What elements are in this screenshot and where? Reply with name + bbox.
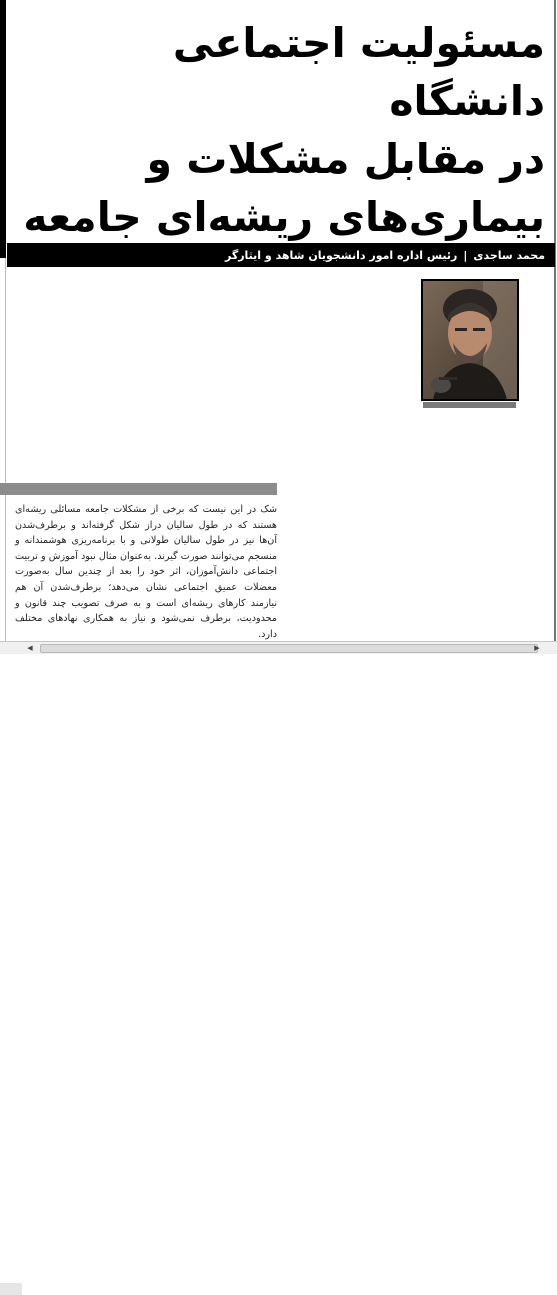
photo-caption-bar [423,402,516,408]
left-margin-black-bar [0,0,6,258]
horizontal-scrollbar[interactable] [0,641,557,654]
author-name: محمد ساجدی [473,248,545,262]
scroll-left-icon[interactable]: ◀ [27,644,33,652]
column-divider-bar [0,483,277,495]
article-body: شک در این نیست که برخی از مشکلات جامعه مسائلی ریشه‌ای هستند که در طول سالیان دراز شکل گرفته‌اند و برطرف‌شدن آن‌ها نیز در طول سالیان طولانی و با برنامه‌ریزی هوشمندانه و منسجم می‌توانند صورت گیرند. به‌عنوان مثال نبود آموزش و تربیت اجتماعی دانش‌آموزان، اثر خود را بعد از چندین سال به‌صورت معضلات عمیق اجتماعی نشان می‌دهد؛ برطرف‌شدن آن هم نیازمند کارهای ریشه‌ای است و به صرف تصویب چند قانون و محدودیت، برطرف نمی‌شود و نیاز به همکاری نهادهای مختلف دارد. [15,504,277,640]
author-photo [421,279,519,401]
author-portrait-image [423,281,517,399]
author-title: رئیس اداره امور دانشجویان شاهد و ایثارگر [224,248,458,262]
scroll-right-icon[interactable]: ▶ [534,644,540,652]
headline-line-3: بیماری‌های ریشه‌ای جامعه [23,193,545,241]
right-margin-rule [554,0,556,645]
byline-separator: | [463,248,468,262]
headline-line-1: مسئولیت اجتماعی دانشگاه [172,19,545,125]
article-headline [10,14,545,246]
scrollbar-corner [0,1283,22,1295]
headline-line-2: در مقابل مشکلات و [146,135,545,183]
byline-bar [7,243,555,267]
scrollbar-thumb[interactable] [40,644,538,653]
